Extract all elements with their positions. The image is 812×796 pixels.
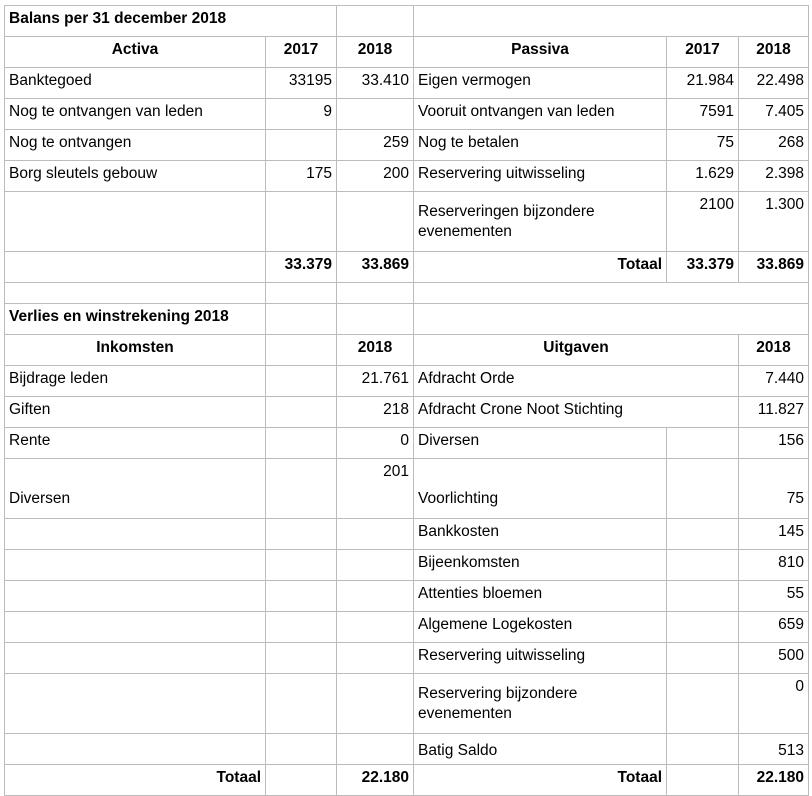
inkomsten-label: Diversen	[5, 459, 266, 519]
uitgaven-label: Afdracht Crone Noot Stichting	[414, 397, 667, 428]
empty-cell	[266, 550, 337, 581]
passiva-label: Reservering uitwisseling	[414, 161, 667, 192]
activa-label: Nog te ontvangen van leden	[5, 99, 266, 130]
inkomsten-label	[5, 643, 266, 674]
activa-label: Borg sleutels gebouw	[5, 161, 266, 192]
inkomsten-total-label: Totaal	[5, 765, 266, 796]
empty-cell	[266, 428, 337, 459]
uitgaven-value: 75	[739, 459, 809, 519]
uitgaven-value: 11.827	[739, 397, 809, 428]
inkomsten-value	[337, 674, 414, 734]
inkomsten-label	[5, 550, 266, 581]
uitgaven-value: 659	[739, 612, 809, 643]
activa-2018-value	[337, 192, 414, 252]
activa-2018-total: 33.869	[337, 252, 414, 283]
uitgaven-2018-header: 2018	[739, 335, 809, 366]
balance-header-row	[5, 37, 809, 68]
empty-cell	[667, 459, 739, 519]
passiva-2017-total: 33.379	[667, 252, 739, 283]
inkomsten-value	[337, 734, 414, 765]
uitgaven-value: 810	[739, 550, 809, 581]
inkomsten-label: Rente	[5, 428, 266, 459]
uitgaven-header: Uitgaven	[414, 335, 739, 366]
empty-cell	[266, 335, 337, 366]
pl-row	[5, 459, 809, 519]
activa-label	[5, 192, 266, 252]
pl-totals-row	[5, 765, 809, 796]
passiva-label: Eigen vermogen	[414, 68, 667, 99]
passiva-label: Vooruit ontvangen van leden	[414, 99, 667, 130]
inkomsten-label	[5, 581, 266, 612]
empty-cell	[266, 304, 337, 335]
inkomsten-value	[337, 643, 414, 674]
balance-title-row	[5, 6, 809, 37]
uitgaven-label: Batig Saldo	[414, 734, 667, 765]
empty-cell	[266, 397, 337, 428]
uitgaven-value: 0	[739, 674, 809, 734]
inkomsten-value	[337, 581, 414, 612]
empty-cell	[337, 304, 414, 335]
empty-cell	[667, 428, 739, 459]
activa-2017-value	[266, 130, 337, 161]
inkomsten-value: 218	[337, 397, 414, 428]
activa-2017-value	[266, 192, 337, 252]
uitgaven-label: Reservering uitwisseling	[414, 643, 667, 674]
empty-cell	[414, 304, 809, 335]
passiva-2017-value: 2100	[667, 192, 739, 252]
empty-cell	[667, 734, 739, 765]
activa-2017-header: 2017	[266, 37, 337, 68]
inkomsten-label	[5, 612, 266, 643]
uitgaven-total: 22.180	[739, 765, 809, 796]
activa-label: Banktegoed	[5, 68, 266, 99]
activa-2018-value: 259	[337, 130, 414, 161]
empty-cell	[266, 612, 337, 643]
inkomsten-label	[5, 674, 266, 734]
activa-2017-value: 9	[266, 99, 337, 130]
uitgaven-value: 145	[739, 519, 809, 550]
balance-row	[5, 99, 809, 130]
uitgaven-label: Reservering bijzondere evenementen	[414, 674, 667, 734]
balance-row	[5, 130, 809, 161]
activa-2018-value: 200	[337, 161, 414, 192]
pl-row	[5, 674, 809, 734]
balance-totals-row	[5, 252, 809, 283]
inkomsten-total: 22.180	[337, 765, 414, 796]
activa-header: Activa	[5, 37, 266, 68]
activa-2018-header: 2018	[337, 37, 414, 68]
pl-row	[5, 428, 809, 459]
uitgaven-value: 7.440	[739, 366, 809, 397]
uitgaven-label: Attenties bloemen	[414, 581, 667, 612]
inkomsten-label: Giften	[5, 397, 266, 428]
balance-row	[5, 68, 809, 99]
uitgaven-total-label: Totaal	[414, 765, 667, 796]
uitgaven-label: Bankkosten	[414, 519, 667, 550]
empty-cell	[5, 283, 266, 304]
inkomsten-label	[5, 734, 266, 765]
empty-cell	[266, 366, 337, 397]
passiva-header: Passiva	[414, 37, 667, 68]
inkomsten-value: 21.761	[337, 366, 414, 397]
inkomsten-value: 0	[337, 428, 414, 459]
passiva-2017-value: 1.629	[667, 161, 739, 192]
pl-row	[5, 366, 809, 397]
empty-cell	[266, 459, 337, 519]
activa-2018-value: 33.410	[337, 68, 414, 99]
passiva-2018-value: 7.405	[739, 99, 809, 130]
pl-row	[5, 581, 809, 612]
pl-row	[5, 612, 809, 643]
empty-cell	[266, 674, 337, 734]
empty-cell	[414, 283, 809, 304]
inkomsten-2018-header: 2018	[337, 335, 414, 366]
uitgaven-value: 55	[739, 581, 809, 612]
pl-row	[5, 397, 809, 428]
pl-title-row	[5, 304, 809, 335]
passiva-2018-value: 1.300	[739, 192, 809, 252]
inkomsten-value	[337, 519, 414, 550]
passiva-total-label: Totaal	[414, 252, 667, 283]
balance-title: Balans per 31 december 2018	[5, 6, 337, 37]
inkomsten-label: Bijdrage leden	[5, 366, 266, 397]
activa-label: Nog te ontvangen	[5, 130, 266, 161]
empty-cell	[667, 674, 739, 734]
pl-title: Verlies en winstrekening 2018	[5, 304, 266, 335]
passiva-2018-value: 2.398	[739, 161, 809, 192]
empty-cell	[667, 581, 739, 612]
empty-cell	[667, 397, 739, 428]
activa-2018-value	[337, 99, 414, 130]
passiva-2018-value: 22.498	[739, 68, 809, 99]
empty-cell	[667, 643, 739, 674]
uitgaven-value: 500	[739, 643, 809, 674]
empty-cell	[667, 612, 739, 643]
passiva-2018-header: 2018	[739, 37, 809, 68]
empty-cell	[337, 283, 414, 304]
empty-cell	[266, 581, 337, 612]
passiva-2017-value: 21.984	[667, 68, 739, 99]
passiva-label: Nog te betalen	[414, 130, 667, 161]
empty-cell	[414, 6, 809, 37]
balance-row	[5, 161, 809, 192]
empty-cell	[5, 252, 266, 283]
empty-cell	[266, 734, 337, 765]
uitgaven-label: Diversen	[414, 428, 667, 459]
uitgaven-label: Algemene Logekosten	[414, 612, 667, 643]
pl-row	[5, 519, 809, 550]
inkomsten-value	[337, 550, 414, 581]
activa-2017-total: 33.379	[266, 252, 337, 283]
empty-cell	[667, 519, 739, 550]
passiva-2017-value: 75	[667, 130, 739, 161]
empty-cell	[337, 6, 414, 37]
passiva-2018-total: 33.869	[739, 252, 809, 283]
uitgaven-label: Afdracht Orde	[414, 366, 739, 397]
passiva-2017-value: 7591	[667, 99, 739, 130]
balance-row	[5, 192, 809, 252]
activa-2017-value: 175	[266, 161, 337, 192]
empty-cell	[667, 765, 739, 796]
empty-cell	[266, 765, 337, 796]
empty-cell	[667, 550, 739, 581]
pl-row	[5, 643, 809, 674]
inkomsten-value: 201	[337, 459, 414, 519]
passiva-2018-value: 268	[739, 130, 809, 161]
spacer-row	[5, 283, 809, 304]
uitgaven-label: Bijeenkomsten	[414, 550, 667, 581]
activa-2017-value: 33195	[266, 68, 337, 99]
inkomsten-label	[5, 519, 266, 550]
empty-cell	[266, 519, 337, 550]
pl-header-row	[5, 335, 809, 366]
passiva-label: Reserveringen bijzondere evenementen	[414, 192, 667, 252]
uitgaven-value: 513	[739, 734, 809, 765]
empty-cell	[266, 643, 337, 674]
empty-cell	[266, 283, 337, 304]
inkomsten-header: Inkomsten	[5, 335, 266, 366]
uitgaven-label: Voorlichting	[414, 459, 667, 519]
financial-statement-table	[4, 5, 809, 796]
passiva-2017-header: 2017	[667, 37, 739, 68]
pl-row	[5, 550, 809, 581]
pl-row	[5, 734, 809, 765]
uitgaven-value: 156	[739, 428, 809, 459]
inkomsten-value	[337, 612, 414, 643]
